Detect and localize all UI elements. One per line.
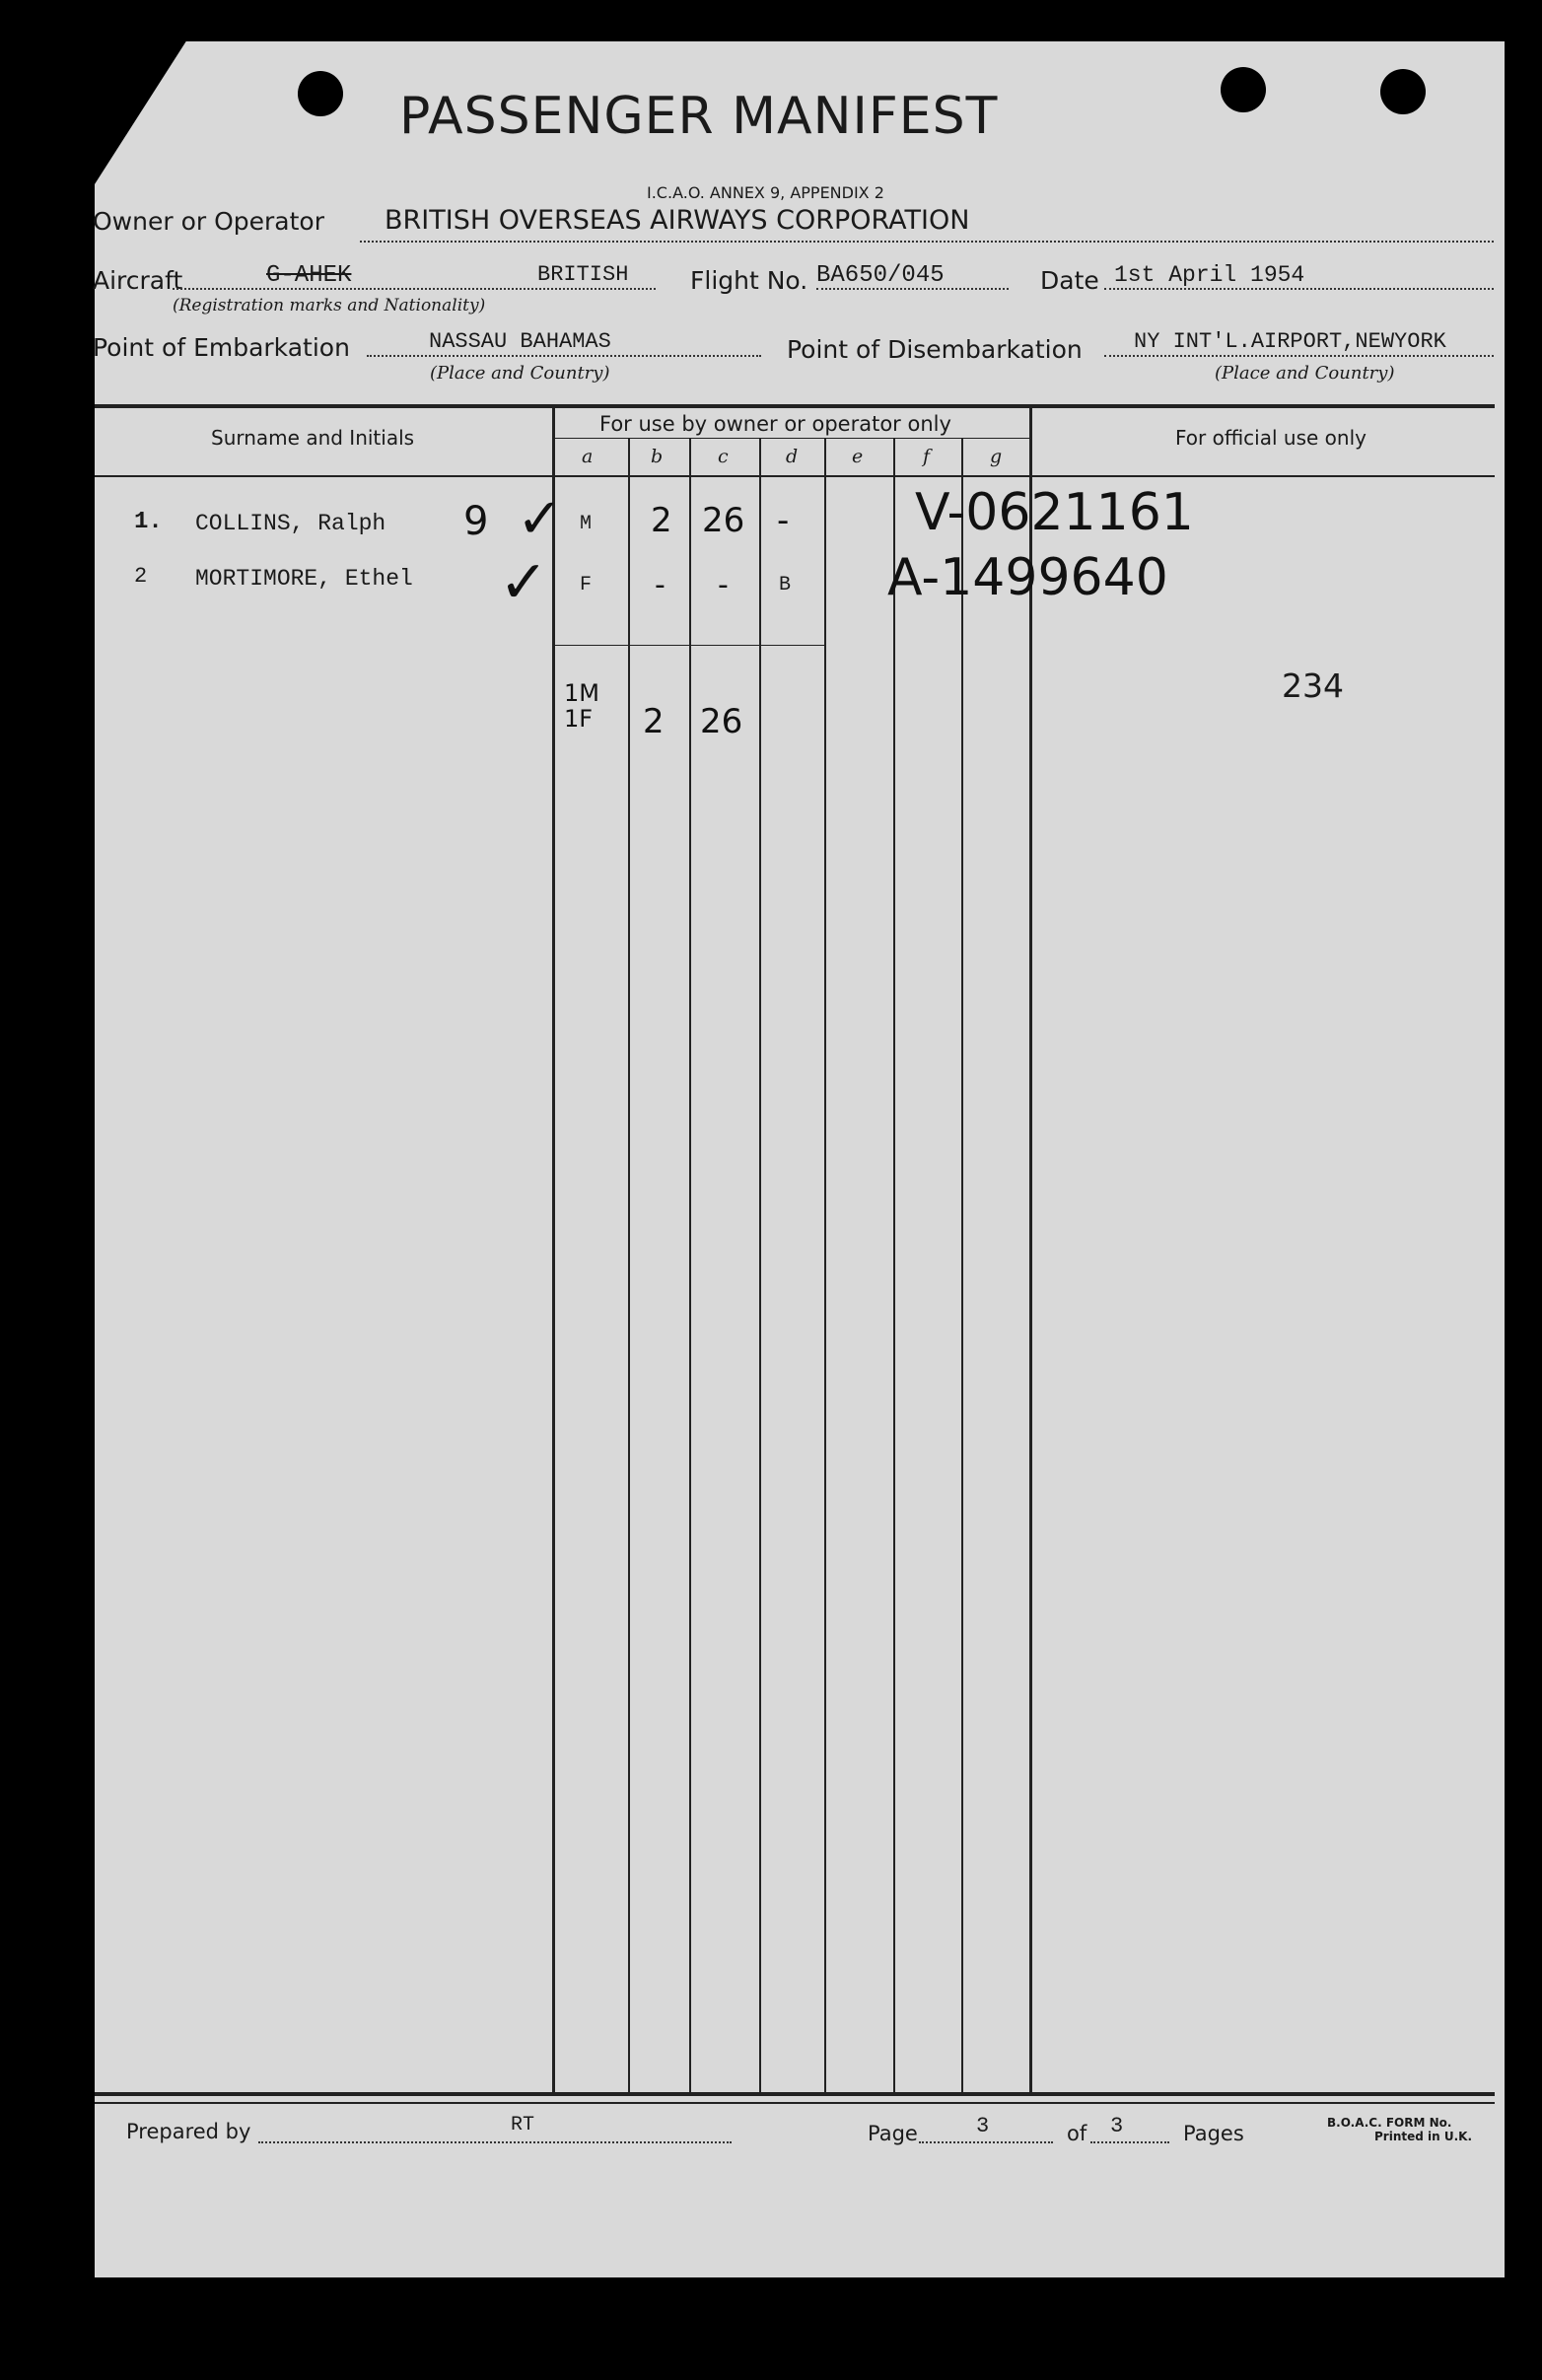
row-number: 2: [134, 564, 148, 589]
form-number: B.O.A.C. FORM No.: [1327, 2116, 1452, 2130]
subheader-rule: [554, 438, 1029, 439]
prepared-line: [258, 2141, 732, 2143]
cell-b: -: [655, 568, 666, 602]
embark-caption: (Place and Country): [430, 363, 610, 384]
prepared-label: Prepared by: [126, 2120, 251, 2143]
col-divider: [824, 438, 826, 2092]
official-number: V-0621161: [915, 483, 1194, 542]
col-header-a: a: [582, 446, 594, 467]
passenger-name: COLLINS, Ralph: [195, 511, 386, 536]
punch-hole: [298, 71, 343, 116]
cell-a: M: [580, 513, 593, 535]
cell-b: 2: [651, 501, 672, 540]
col-divider: [893, 438, 895, 2092]
col-header-d: d: [786, 446, 799, 467]
aircraft-label: Aircraft: [93, 266, 183, 295]
col-divider: [628, 438, 630, 2092]
col-header-f: f: [923, 446, 931, 467]
punch-hole: [1380, 69, 1426, 114]
disembark-label: Point of Disembarkation: [787, 335, 1083, 364]
table-bottom-rule-2: [95, 2102, 1495, 2104]
flight-line: [816, 288, 1009, 290]
col-header-c: c: [718, 446, 729, 467]
check-mark: ✓: [499, 548, 549, 617]
owner-line: [360, 241, 1494, 243]
total-a: 1M 1F: [564, 679, 599, 733]
row-number: 1.: [134, 509, 163, 535]
page-label: Page: [868, 2122, 918, 2145]
printed-label: Printed in U.K.: [1374, 2130, 1473, 2143]
official-number: A-1499640: [887, 548, 1168, 607]
official-header: For official use only: [1175, 426, 1367, 450]
check-mark: ✓: [517, 487, 563, 551]
page-value: 3: [976, 2114, 990, 2138]
col-header-g: g: [990, 446, 1003, 467]
prepared-value: RT: [511, 2114, 535, 2136]
col-divider: [961, 438, 963, 2092]
passenger-name: MORTIMORE, Ethel: [195, 566, 413, 592]
col-divider: [759, 438, 761, 2092]
disembark-line: [1104, 355, 1494, 357]
embark-line: [367, 355, 761, 357]
cell-c: -: [718, 568, 729, 602]
cell-d: B: [779, 574, 792, 596]
disembark-value: NY INT'L.AIRPORT,NEWYORK: [1134, 329, 1446, 354]
col-header-b: b: [651, 446, 664, 467]
date-value: 1st April 1954: [1114, 262, 1305, 288]
handwritten-mark: 9: [463, 499, 489, 544]
aircraft-line: [173, 288, 656, 290]
col-divider: [552, 408, 555, 2092]
table-header-rule: [95, 475, 1495, 477]
embark-label: Point of Embarkation: [93, 333, 350, 362]
owner-use-header: For use by owner or operator only: [599, 412, 951, 436]
punch-hole: [1221, 67, 1266, 112]
col-header-e: e: [852, 446, 864, 467]
cell-a: F: [580, 574, 593, 596]
form-title: PASSENGER MANIFEST: [399, 87, 999, 146]
date-label: Date: [1040, 266, 1099, 295]
owner-label: Owner or Operator: [93, 207, 324, 236]
reg-caption: (Registration marks and Nationality): [173, 296, 486, 315]
of-line: [1090, 2141, 1169, 2143]
col-divider: [1029, 408, 1032, 2092]
table-bottom-rule: [95, 2092, 1495, 2096]
of-label: of: [1067, 2122, 1087, 2145]
table-top-rule: [95, 404, 1495, 408]
official-note: 234: [1282, 666, 1344, 705]
owner-value: BRITISH OVERSEAS AIRWAYS CORPORATION: [385, 205, 970, 236]
col-divider: [689, 438, 691, 2092]
nationality-value: BRITISH: [537, 262, 629, 287]
cell-d: -: [777, 501, 790, 540]
embark-value: NASSAU BAHAMAS: [429, 329, 611, 354]
pages-label: Pages: [1183, 2122, 1244, 2145]
total-b: 2: [643, 702, 665, 741]
flight-value: BA650/045: [816, 262, 945, 289]
of-value: 3: [1110, 2114, 1124, 2138]
surname-header: Surname and Initials: [211, 426, 415, 450]
form-subtitle: I.C.A.O. ANNEX 9, APPENDIX 2: [647, 183, 884, 202]
disembark-caption: (Place and Country): [1215, 363, 1395, 384]
aircraft-value: G-AHEK: [266, 262, 352, 289]
total-c: 26: [700, 702, 743, 741]
torn-corner: [93, 39, 187, 187]
date-line: [1104, 288, 1494, 290]
cell-c: 26: [702, 501, 745, 540]
page-line: [919, 2141, 1053, 2143]
flight-label: Flight No.: [690, 266, 808, 295]
